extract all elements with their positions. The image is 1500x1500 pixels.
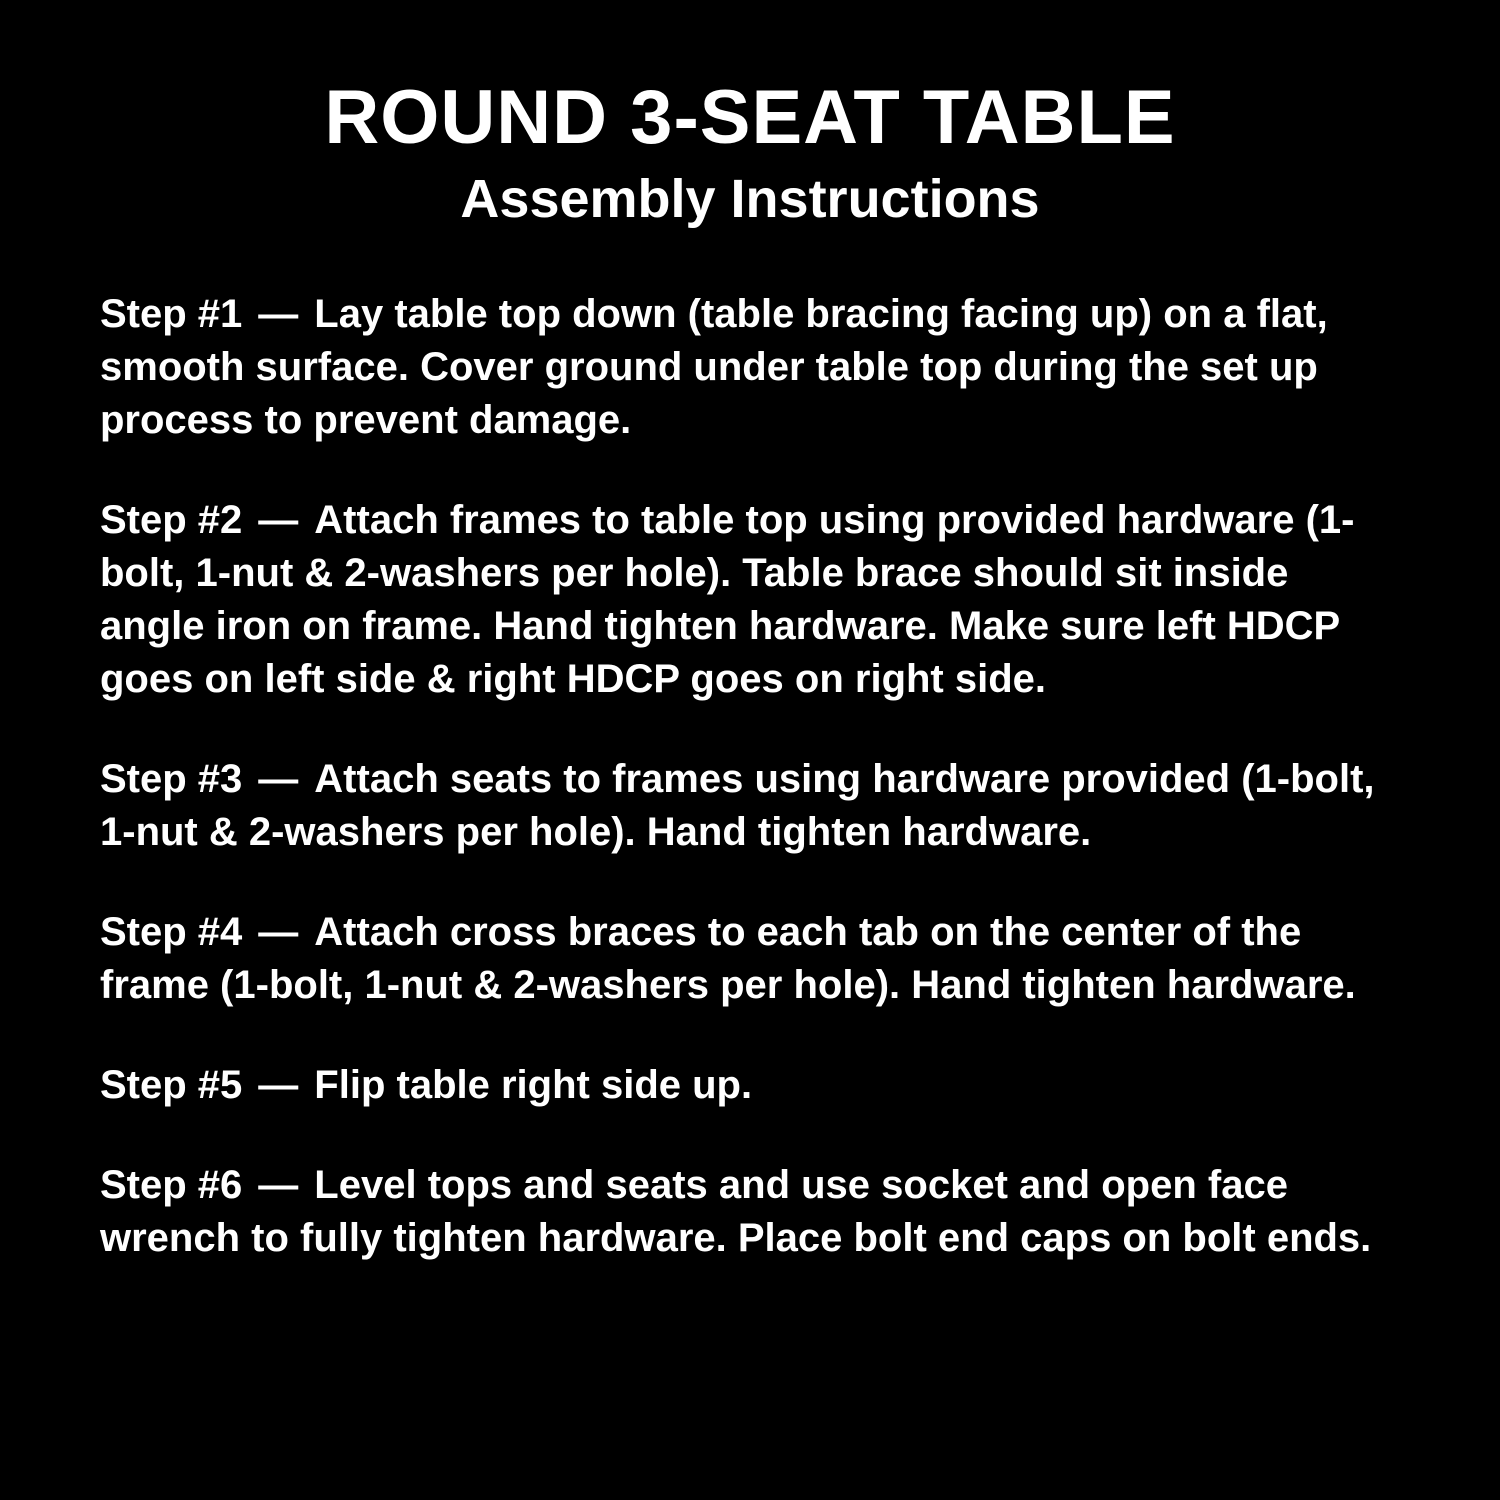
step-5-text: Flip table right side up. [314, 1062, 753, 1107]
step-2-label: Step #2 [100, 497, 243, 542]
page-subtitle: Assembly Instructions [460, 168, 1040, 229]
step-3-text: Attach seats to frames using hardware provided (1-bolt, 1-nut & 2-washers per hole). Hand tighten hardware. [100, 756, 1375, 854]
step-4-label: Step #4 [100, 909, 243, 954]
step-4-separator: — [258, 909, 299, 954]
step-1-paragraph [100, 288, 1400, 447]
step-6-text: Level tops and seats and use socket and open face wrench to fully tighten hardware. Place bolt end caps on bolt ends. [100, 1162, 1372, 1260]
step-5-paragraph [100, 1059, 1400, 1112]
step-5-label: Step #5 [100, 1062, 243, 1107]
step-1-text: Lay table top down (table bracing facing up) on a flat, smooth surface. Cover ground under table top during the set up process to prevent damage. [100, 291, 1328, 442]
page-title: ROUND 3-SEAT TABLE [324, 75, 1176, 160]
step-1-label: Step #1 [100, 291, 243, 336]
step-2-text: Attach frames to table top using provided hardware (1-bolt, 1-nut & 2-washers per hole). Table brace should sit inside angle iron on frame. Hand tighten hardware. Make sure left HDCP goes on left side & right HDCP goes on right side. [100, 497, 1355, 701]
step-2-separator: — [258, 497, 299, 542]
step-5-separator: — [258, 1062, 299, 1107]
step-6-paragraph [100, 1159, 1400, 1265]
step-3-label: Step #3 [100, 756, 243, 801]
step-3-separator: — [258, 756, 299, 801]
step-2-paragraph [100, 494, 1400, 706]
steps-list [100, 288, 1400, 1265]
step-1-separator: — [258, 291, 299, 336]
step-6-separator: — [258, 1162, 299, 1207]
step-4-paragraph [100, 906, 1400, 1012]
step-4-text: Attach cross braces to each tab on the center of the frame (1-bolt, 1-nut & 2-washers per hole). Hand tighten hardware. [100, 909, 1356, 1007]
header [100, 75, 1400, 230]
step-3-paragraph [100, 753, 1400, 859]
step-6-label: Step #6 [100, 1162, 243, 1207]
